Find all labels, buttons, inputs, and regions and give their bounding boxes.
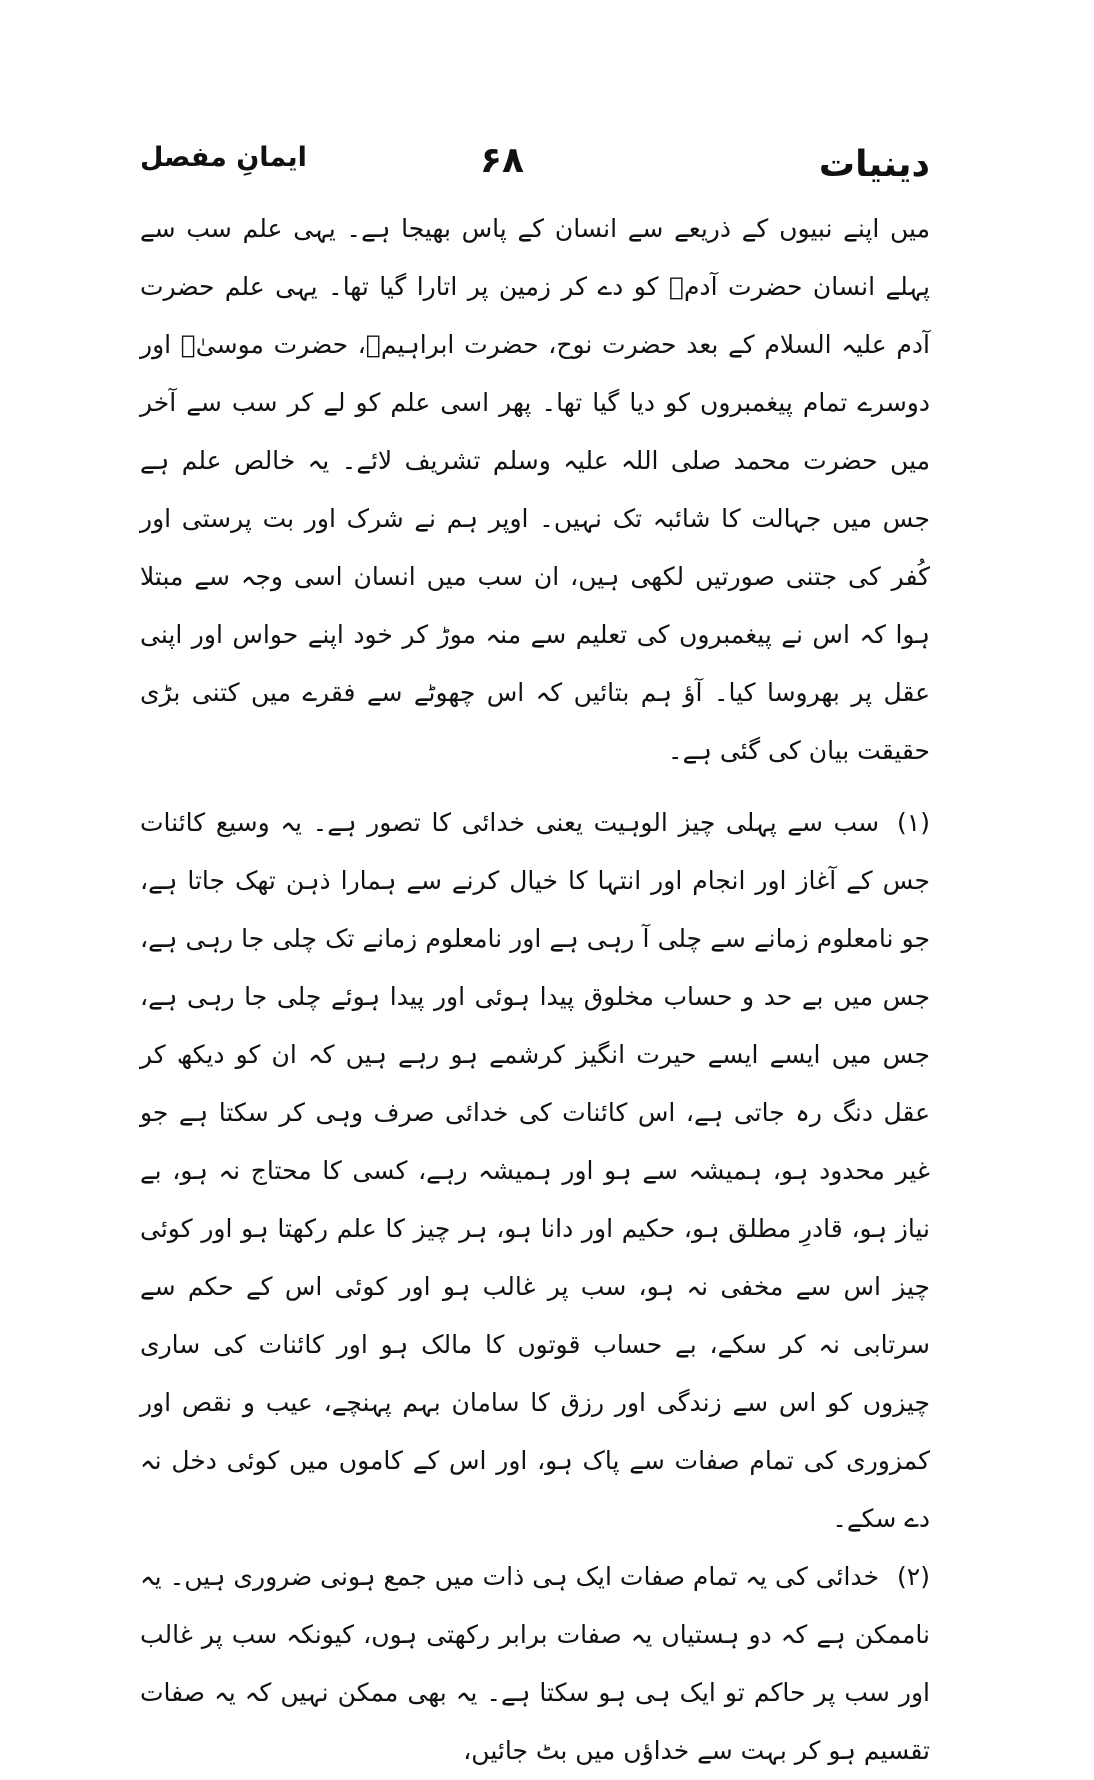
point-1-text: سب سے پہلی چیز الوہیت یعنی خدائی کا تصور ہے۔ یہ وسیع کائنات جس کے آغاز اور انجام اور انتہا کا خیال کرنے سے ہمارا ذہن تھک جاتا ہے، جو نامعلوم زمانے سے چلی آ رہی ہے اور نامعلوم زمانے تک چلی جا رہی ہے، جس میں بے حد و حساب مخلوق پیدا ہوئی اور پیدا ہوئے چلی جا رہی ہے، جس میں ایسے ایسے حیرت انگیز کرشمے ہو رہے ہیں کہ ان کو دیکھ کر عقل دنگ رہ جاتی ہے، اس کائنات کی خدائی صرف وہی کر سکتا ہے جو غیر محدود ہو، ہمیشہ سے ہو اور ہمیشہ رہے، کسی کا محتاج نہ ہو، بے نیاز ہو، قادرِ مطلق ہو، حکیم اور دانا ہو، ہر چیز کا علم رکھتا ہو اور کوئی چیز اس سے مخفی نہ ہو، سب پر غالب ہو اور کوئی اس کے حکم سے سرتابی نہ کر سکے، بے حساب قوتوں کا مالک ہو اور کائنات کی ساری چیزوں کو اس سے زندگی اور رزق کا سامان بہم پہنچے، عیب و نقص اور کمزوری کی تمام صفات سے پاک ہو، اور اس کے کاموں میں کوئی دخل نہ دے سکے۔ (140, 808, 930, 1533)
point-1-paragraph (140, 794, 930, 1548)
point-1-number: (۱) (897, 808, 930, 837)
intro-paragraph: میں اپنے نبیوں کے ذریعے سے انسان کے پاس بھیجا ہے۔ یہی علم سب سے پہلے انسان حضرت آدمؑ کو دے کر زمین پر اتارا گیا تھا۔ یہی علم حضرت آدم علیہ السلام کے بعد حضرت نوح، حضرت ابراہیمؑ، حضرت موسیٰؑ اور دوسرے تمام پیغمبروں کو دیا گیا تھا۔ پھر اسی علم کو لے کر سب سے آخر میں حضرت محمد صلی اللہ علیہ وسلم تشریف لائے۔ یہ خالص علم ہے جس میں جہالت کا شائبہ تک نہیں۔ اوپر ہم نے شرک اور بت پرستی اور کُفر کی جتنی صورتیں لکھی ہیں، ان سب میں انسان اسی وجہ سے مبتلا ہوا کہ اس نے پیغمبروں کی تعلیم سے منہ موڑ کر خود اپنے حواس اور اپنی عقل پر بھروسا کیا۔ آؤ ہم بتائیں کہ اس چھوٹے سے فقرے میں کتنی بڑی حقیقت بیان کی گئی ہے۔ (140, 214, 930, 765)
point-2-text: خدائی کی یہ تمام صفات ایک ہی ذات میں جمع ہونی ضروری ہیں۔ یہ ناممکن ہے کہ دو ہستیاں یہ صفات برابر رکھتی ہوں، کیونکہ سب پر غالب اور سب پر حاکم تو ایک ہی ہو سکتا ہے۔ یہ بھی ممکن نہیں کہ یہ صفات تقسیم ہو کر بہت سے خداؤں میں بٹ جائیں، (140, 1562, 930, 1765)
point-2-number: (۲) (897, 1562, 930, 1591)
page-header (140, 140, 930, 200)
body-text (140, 200, 930, 1780)
book-title: دینیات (818, 144, 930, 185)
page-number: ۶۸ (480, 140, 524, 181)
chapter-title: ایمانِ مفصل (140, 142, 307, 173)
point-2-paragraph (140, 1548, 930, 1780)
